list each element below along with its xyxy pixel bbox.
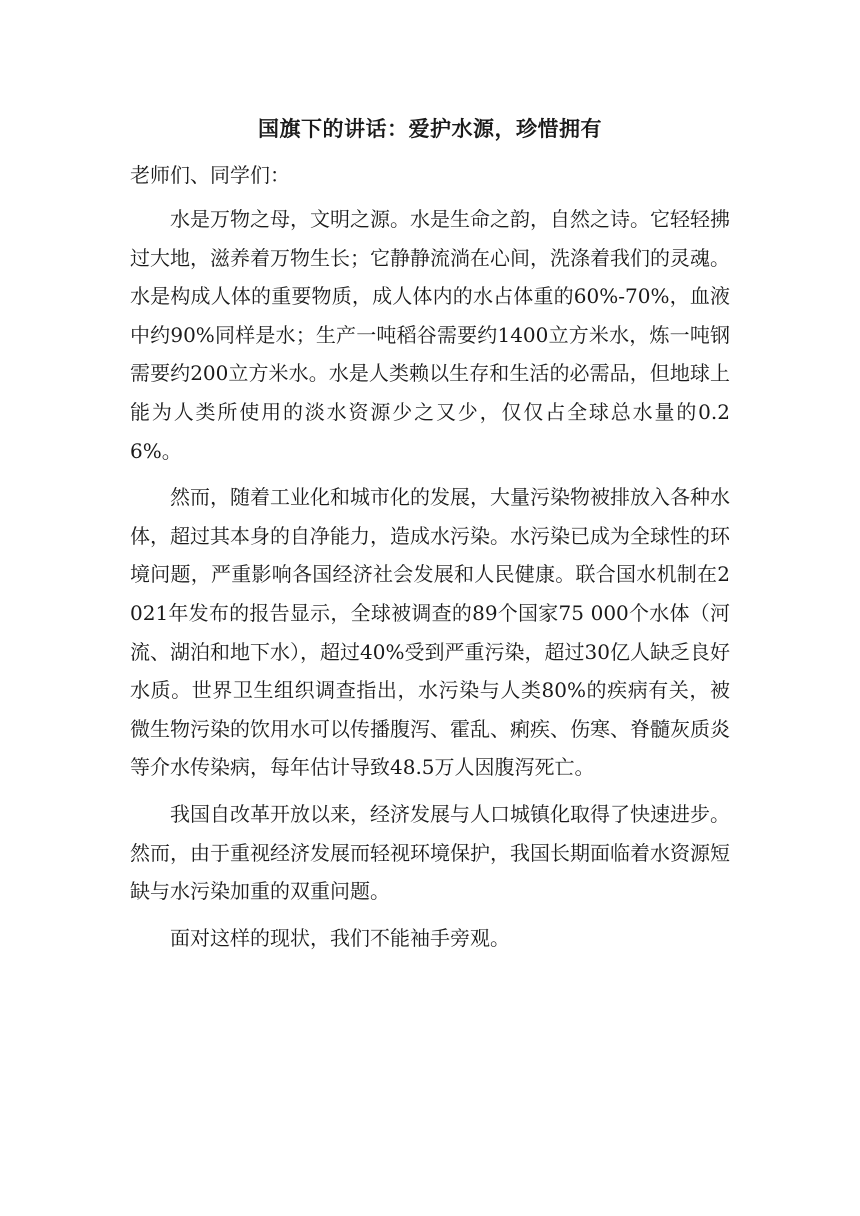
document-title: 国旗下的讲话：爱护水源，珍惜拥有 (258, 116, 602, 141)
paragraph-4: 面对这样的现状，我们不能袖手旁观。 (170, 925, 510, 950)
paragraph-2: 然而，随着工业化和城市化的发展，大量污染物被排放入各种水体，超过其本身的自净能力，造成水污染。水污染已成为全球性的环境问题，严重影响各国经济社会发展和人民健康。联合国水机制在2021年发布的报告显示，全球被调查的89个国家75 000个水体（河流、湖泊和地下水），超过40%受到严重污染，超过30亿人缺乏良好水质。世界卫生组织调查指出，水污染与人类80%的疾病有关，被微生物污染的饮用水可以传播腹泻、霍乱、痢疾、伤寒、脊髓灰质炎等介水传染病，每年估计导致48.5万人因腹泻死亡。 (130, 485, 730, 780)
paragraph-3: 我国自改革开放以来，经济发展与人口城镇化取得了快速进步。然而，由于重视经济发展而轻视环境保护，我国长期面临着水资源短缺与水污染加重的双重问题。 (130, 801, 730, 904)
greeting: 老师们、同学们： (130, 163, 290, 187)
document-body (130, 200, 730, 965)
paragraph-1: 水是万物之母，文明之源。水是生命之韵，自然之诗。它轻轻拂过大地，滋养着万物生长；它静静流淌在心间，洗涤着我们的灵魂。水是构成人体的重要物质，成人体内的水占体重的60%-70%，血液中约90%同样是水；生产一吨稻谷需要约1400立方米水，炼一吨钢需要约200立方米水。水是人类赖以生存和生活的必需品，但地球上能为人类所使用的淡水资源少之又少，仅仅占全球总水量的0.26%。 (130, 207, 730, 463)
